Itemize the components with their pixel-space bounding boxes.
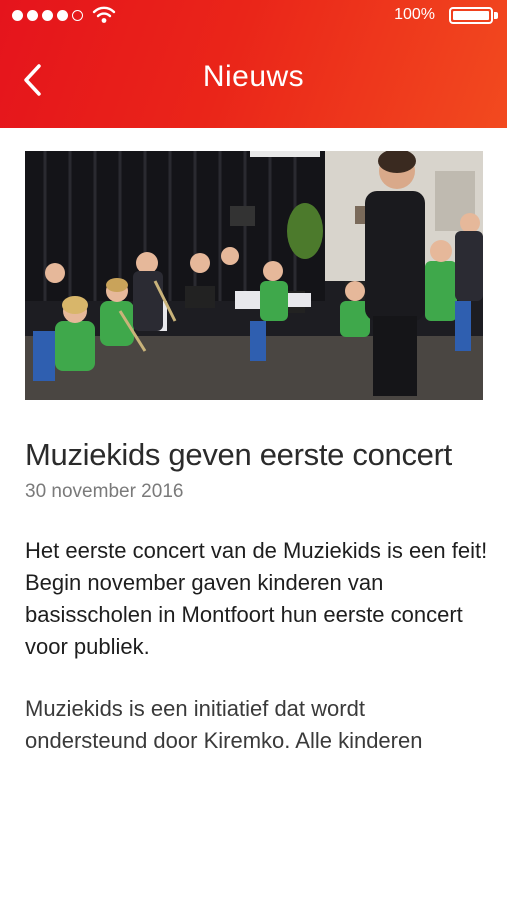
battery-percentage: 100%	[394, 6, 435, 23]
app-header	[0, 0, 507, 128]
concert-photo	[25, 151, 483, 400]
article-date: 30 november 2016	[25, 481, 184, 502]
page-title: Nieuws	[202, 60, 305, 93]
article-paragraph: Het eerste concert van de Muziekids is een feit! Begin november gaven kinderen van basisscholen in Montfoort hun eerste concert voor publiek.	[25, 538, 488, 659]
signal-strength-icon	[12, 10, 83, 21]
article-title: Muziekids geven eerste concert	[25, 437, 452, 472]
article-image	[25, 151, 483, 400]
status-bar	[0, 0, 507, 34]
battery-tip	[494, 12, 498, 19]
battery-icon	[449, 7, 493, 24]
battery-level-fill	[453, 11, 489, 20]
wifi-icon	[92, 6, 116, 24]
article-paragraph: Muziekids is een initiatief dat wordt ondersteund door Kiremko. Alle kinderen	[25, 696, 423, 753]
